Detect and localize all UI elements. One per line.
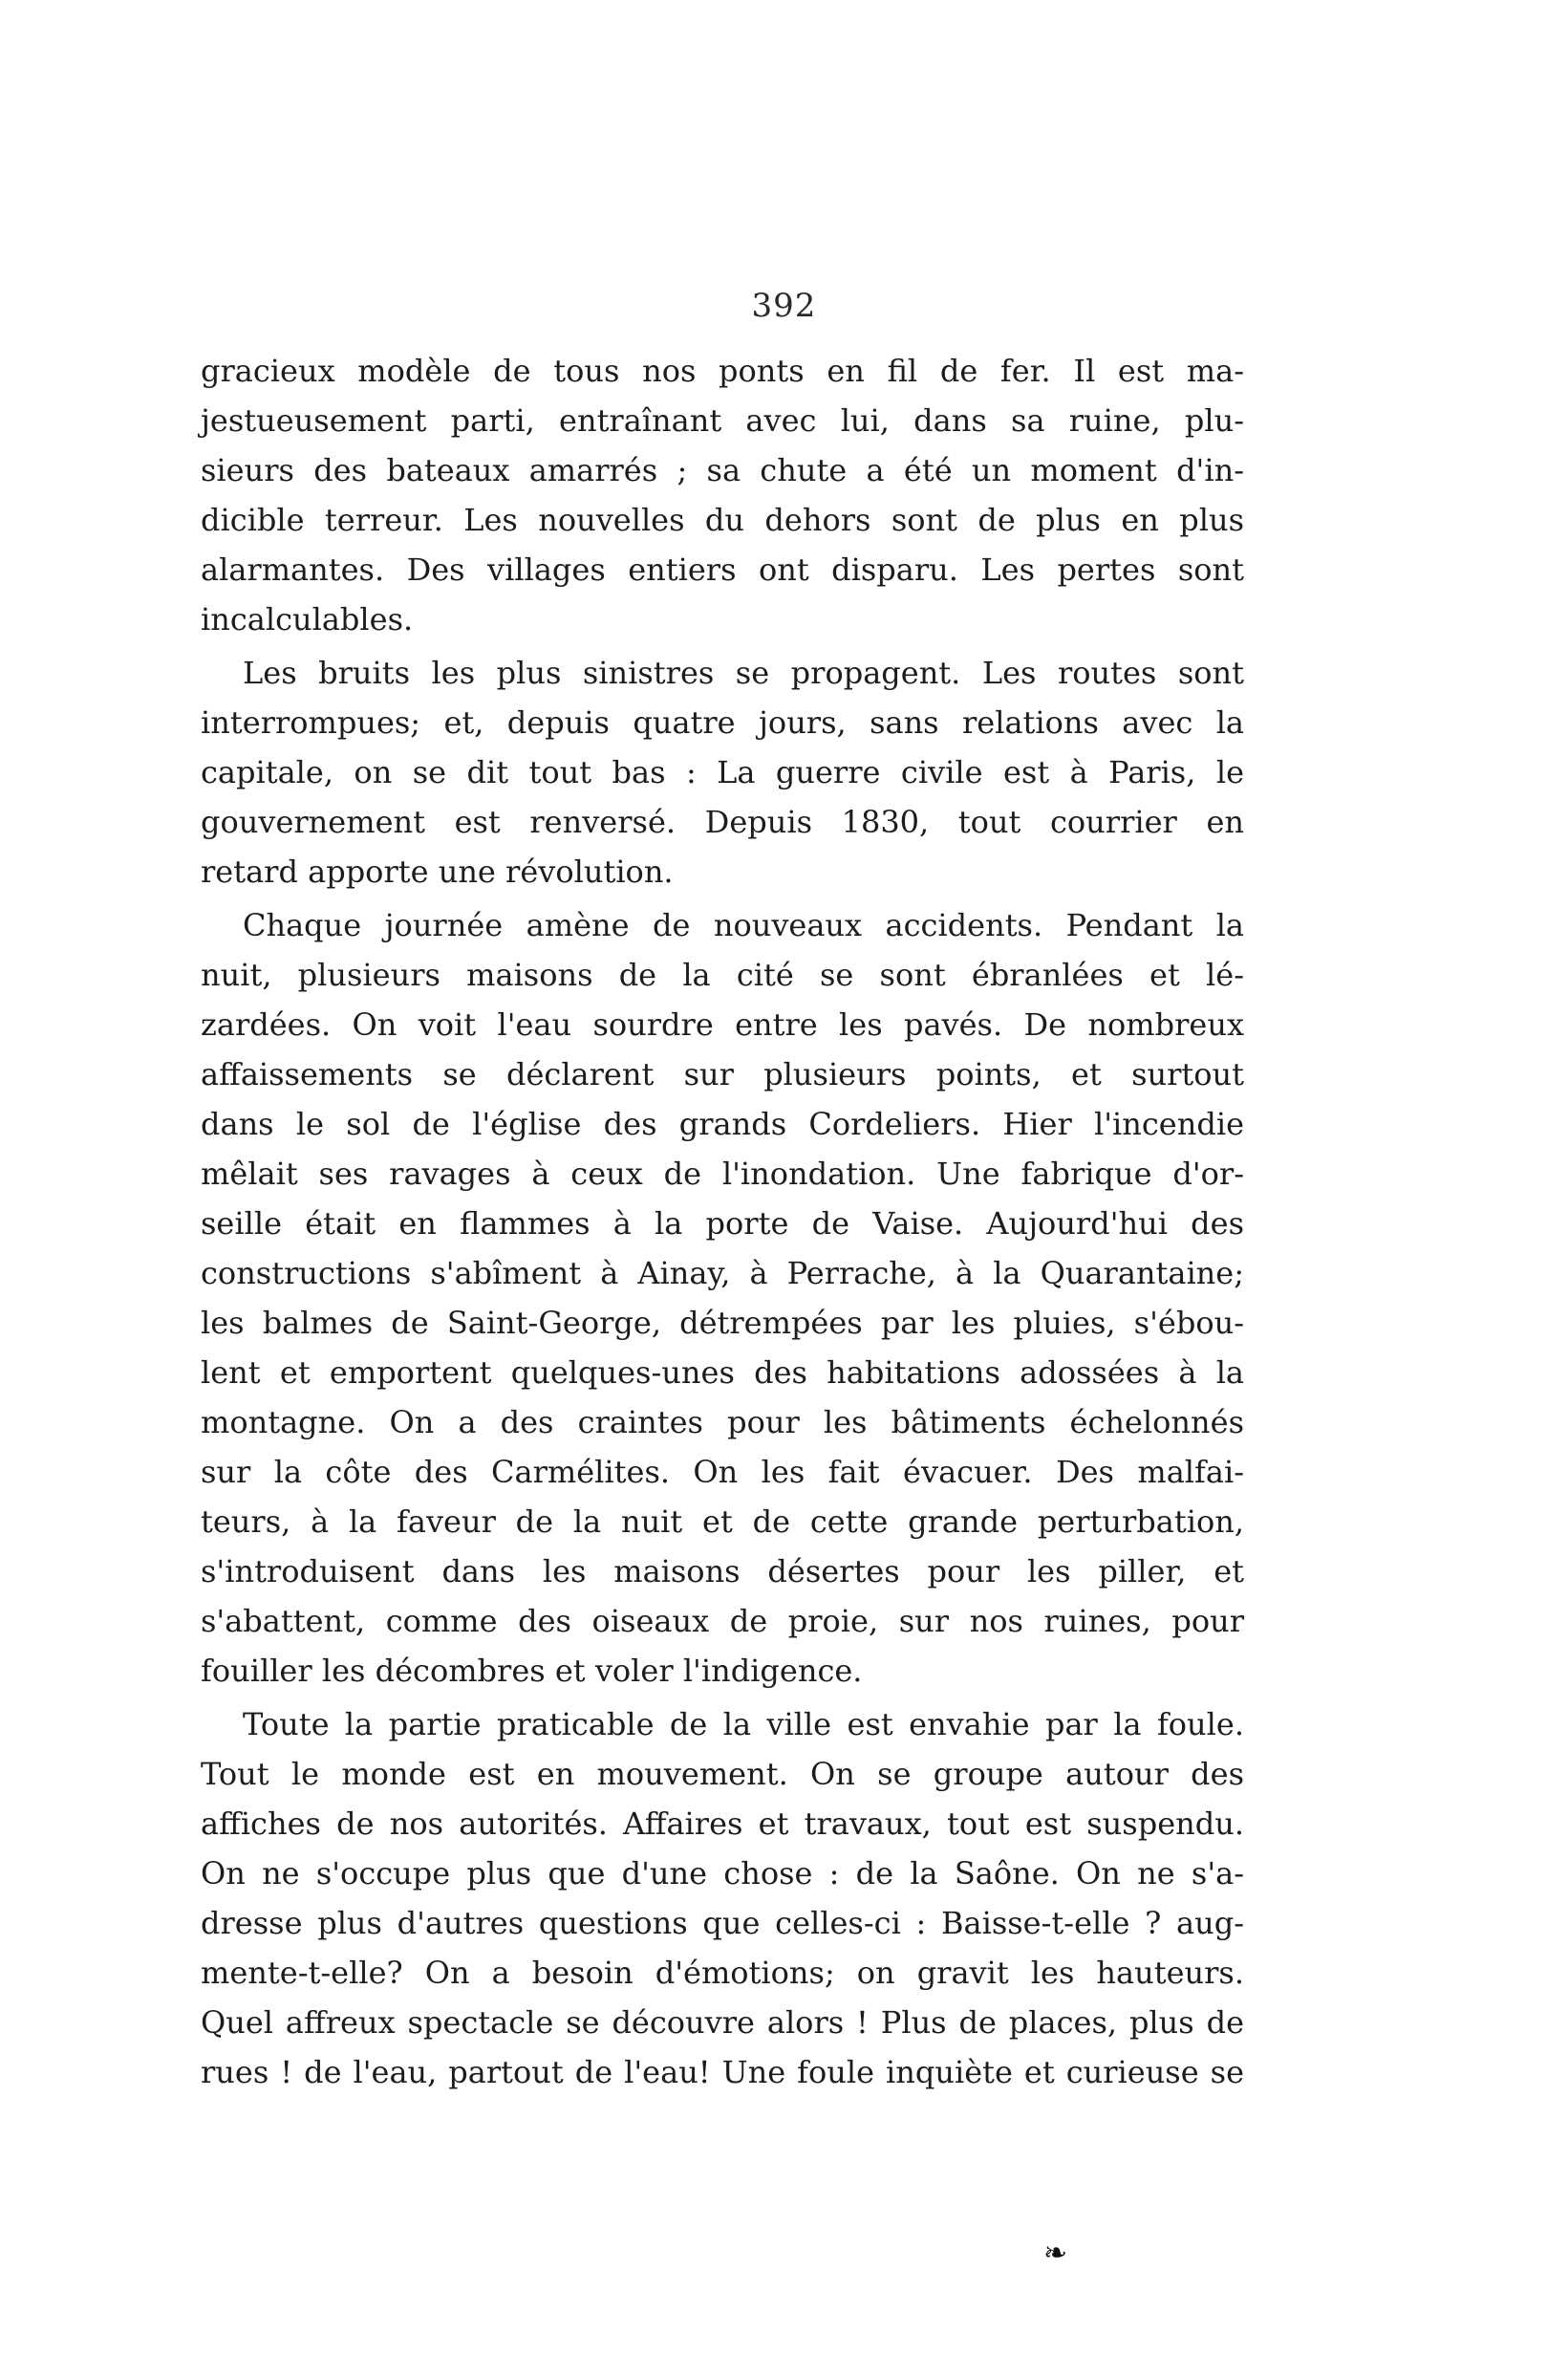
text-line: montagne. On a des craintes pour les bâtiments échelonnés (201, 1404, 1244, 1440)
text-line: alarmantes. Des villages entiers ont disparu. Les pertes sont (201, 551, 1244, 588)
text-line: dresse plus d'autres questions que celles-ci : Baisse-t-elle ? aug- (201, 1905, 1244, 1941)
text-line: Tout le monde est en mouvement. On se groupe autour des (201, 1756, 1244, 1792)
text-line: incalculables. (201, 601, 414, 638)
paragraph (201, 346, 1244, 644)
text-line: constructions s'abîment à Ainay, à Perrache, à la Quarantaine; (201, 1255, 1244, 1291)
text-line: gouvernement est renversé. Depuis 1830, tout courrier en (201, 804, 1244, 840)
text-line: s'abattent, comme des oiseaux de proie, sur nos ruines, pour (201, 1603, 1244, 1639)
text-line: jestueusement parti, entraînant avec lui, dans sa ruine, plu- (201, 402, 1244, 439)
text-line: zardées. On voit l'eau sourdre entre les pavés. De nombreux (201, 1006, 1244, 1043)
text-line: retard apporte une révolution. (201, 854, 674, 890)
text-line: sieurs des bateaux amarrés ; sa chute a été un moment d'in- (201, 452, 1244, 488)
text-line: mêlait ses ravages à ceux de l'inondation. Une fabrique d'or- (201, 1156, 1244, 1192)
text-line: On ne s'occupe plus que d'une chose : de la Saône. On ne s'a- (201, 1855, 1244, 1892)
text-line: Chaque journée amène de nouveaux accidents. Pendant la (243, 907, 1244, 943)
printer-mark: ❧ (1043, 2237, 1068, 2270)
text-line: Toute la partie praticable de la ville est envahie par la foule. (243, 1706, 1244, 1742)
paragraph (201, 648, 1244, 897)
paragraph (201, 1699, 1244, 2097)
text-line: les balmes de Saint-George, détrempées par les pluies, s'ébou- (201, 1305, 1244, 1341)
text-line: affiches de nos autorités. Affaires et travaux, tout est suspendu. (201, 1805, 1244, 1842)
text-line: rues ! de l'eau, partout de l'eau! Une foule inquiète et curieuse se (201, 2054, 1244, 2090)
text-line: capitale, on se dit tout bas : La guerre civile est à Paris, le (201, 754, 1244, 790)
text-line: Quel affreux spectacle se découvre alors ! Plus de places, plus de (201, 2004, 1244, 2041)
text-line: fouiller les décombres et voler l'indigence. (201, 1653, 863, 1689)
paragraph (201, 900, 1244, 1696)
text-line: mente-t-elle? On a besoin d'émotions; on gravit les hauteurs. (201, 1955, 1244, 1991)
text-line: dans le sol de l'église des grands Cordeliers. Hier l'incendie (201, 1106, 1244, 1142)
text-line: interrompues; et, depuis quatre jours, sans relations avec la (201, 704, 1244, 741)
text-line: s'introduisent dans les maisons désertes pour les piller, et (201, 1553, 1244, 1589)
text-line: seille était en flammes à la porte de Vaise. Aujourd'hui des (201, 1205, 1244, 1242)
text-line: nuit, plusieurs maisons de la cité se sont ébranlées et lé- (201, 957, 1244, 993)
body-text (201, 346, 1244, 2097)
text-line: teurs, à la faveur de la nuit et de cette grande perturbation, (201, 1503, 1244, 1540)
page-number: 392 (751, 287, 817, 325)
text-line: sur la côte des Carmélites. On les fait évacuer. Des malfai- (201, 1454, 1244, 1490)
text-line: lent et emportent quelques-unes des habitations adossées à la (201, 1354, 1244, 1391)
text-line: dicible terreur. Les nouvelles du dehors sont de plus en plus (201, 502, 1244, 538)
text-line: affaissements se déclarent sur plusieurs points, et surtout (201, 1056, 1244, 1092)
text-line: Les bruits les plus sinistres se propagent. Les routes sont (243, 655, 1244, 691)
text-line: gracieux modèle de tous nos ponts en fil de fer. Il est ma- (201, 353, 1244, 389)
